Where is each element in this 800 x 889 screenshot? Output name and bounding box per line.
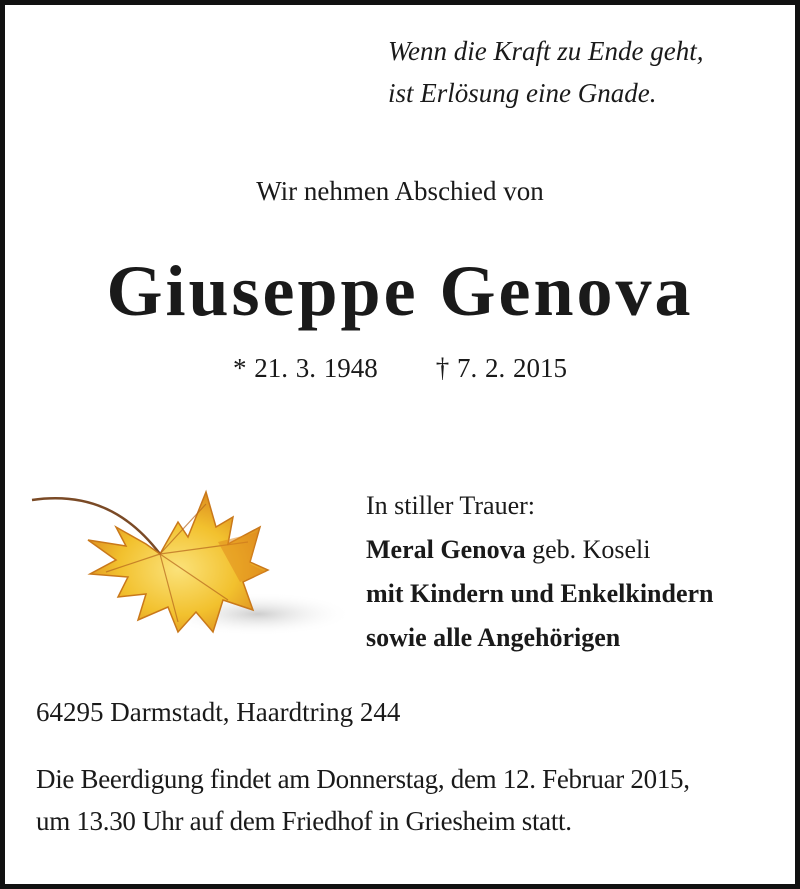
epigraph-quote xyxy=(388,30,788,114)
quote-line-2: ist Erlösung eine Gnade. xyxy=(388,78,657,108)
spouse-name: Meral Genova xyxy=(366,535,526,564)
mourner-children: mit Kindern und Enkelkindern xyxy=(366,579,714,608)
farewell-intro: Wir nehmen Abschied von xyxy=(256,176,544,206)
burial-line-2: um 13.30 Uhr auf dem Friedhof in Griesheim statt. xyxy=(36,806,572,836)
mourner-relatives: sowie alle Angehörigen xyxy=(366,623,621,652)
burial-info xyxy=(36,758,690,842)
life-dates xyxy=(0,353,800,384)
spouse-maiden-name: geb. Koseli xyxy=(532,535,651,564)
death-date: † 7. 2. 2015 xyxy=(435,353,567,383)
family-address: 64295 Darmstadt, Haardtring 244 xyxy=(36,697,401,727)
quote-line-1: Wenn die Kraft zu Ende geht, xyxy=(388,36,704,66)
mourners-block xyxy=(366,484,714,660)
birth-date: * 21. 3. 1948 xyxy=(233,353,378,383)
burial-line-1: Die Beerdigung findet am Donnerstag, dem 12. Februar 2015, xyxy=(36,764,690,794)
mourner-spouse xyxy=(366,528,714,572)
mourning-heading: In stiller Trauer: xyxy=(366,491,535,520)
deceased-name: Giuseppe Genova xyxy=(106,251,694,331)
autumn-leaf-image xyxy=(28,482,348,662)
